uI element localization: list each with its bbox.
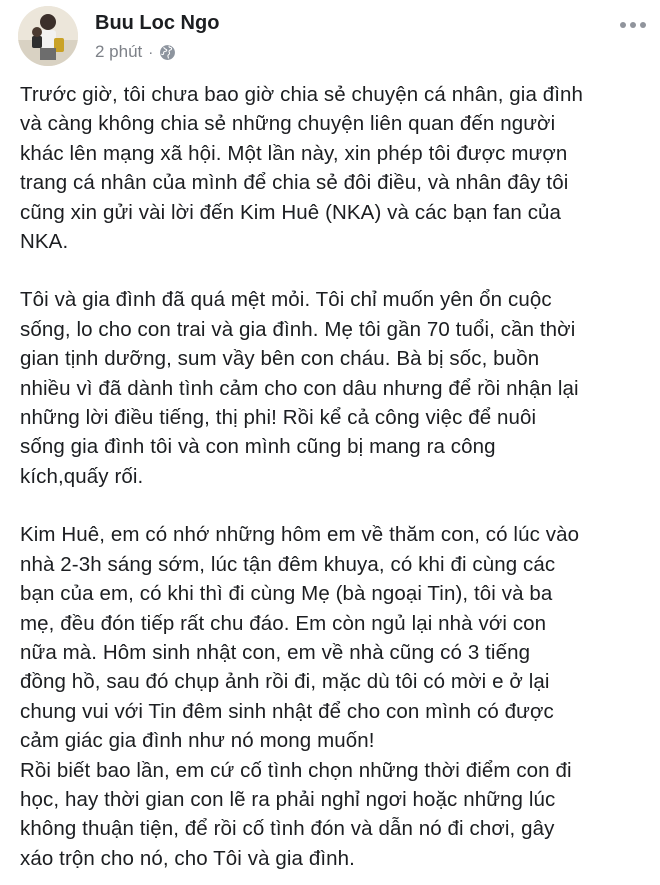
post-paragraph-3: Kim Huê, em có nhớ những hôm em về thăm con, có lúc vào nhà 2-3h sáng sớm, lúc tận đêm khuya, có khi đi cùng các bạn của em, có khi thì đi cùng Mẹ (bà ngoại Tin), tôi và ba mẹ, đều đón tiếp rất chu đáo. Em còn ngủ lại nhà với con nữa mà. Hôm sinh nhật con, em về nhà cũng có 3 tiếng đồng hồ, sau đó chụp ảnh rồi đi, mặc dù tôi có mời e ở lại chung vui với Tin đêm sinh nhật để cho con mình có được cảm giác gia đình như nó mong muốn! [20, 523, 580, 753]
post-paragraph-1: Trước giờ, tôi chưa bao giờ chia sẻ chuyện cá nhân, gia đình và càng không chia sẻ những chuyện liên quan đến người khác lên mạng xã hội. Một lần này, xin phép tôi được mượn trang cá nhân của mình để chia sẻ đôi điều, và nhân đây tôi cũng xin gửi vài lời đến Kim Huê (NKA) và các bạn fan của NKA. [20, 83, 584, 254]
post-paragraph-4: Rồi biết bao lần, em cứ cố tình chọn những thời điểm con đi học, hay thời gian con lẽ ra phải nghỉ ngơi hoặc những lúc không thuận tiện, để rồi cố tình đón và dẫn nó đi chơi, gây xáo trộn cho nó, cho Tôi và gia đình. [20, 758, 572, 870]
timestamp[interactable]: 2 phút [95, 42, 143, 61]
post-body [20, 80, 650, 873]
globe-icon[interactable] [159, 44, 176, 61]
avatar-photo [18, 6, 78, 66]
separator: · [148, 43, 154, 61]
post-meta [95, 42, 176, 62]
post-header [0, 0, 660, 80]
author-name[interactable]: Buu Loc Ngo [95, 12, 220, 34]
avatar[interactable] [18, 6, 78, 66]
ellipsis-icon[interactable] [616, 14, 650, 36]
post-paragraph-2: Tôi và gia đình đã quá mệt mỏi. Tôi chỉ muốn yên ổn cuộc sống, lo cho con trai và gia đình. Mẹ tôi gần 70 tuổi, cần thời gian tịnh dưỡng, sum vầy bên con cháu. Bà bị sốc, buồn nhiều vì đã dành tình cảm cho con dâu nhưng để rồi nhận lại những lời điều tiếng, thị phi! Rồi kể cả công việc để nuôi sống gia đình tôi và con mình cũng bị mang ra công kích,quấy rối. [20, 288, 579, 488]
